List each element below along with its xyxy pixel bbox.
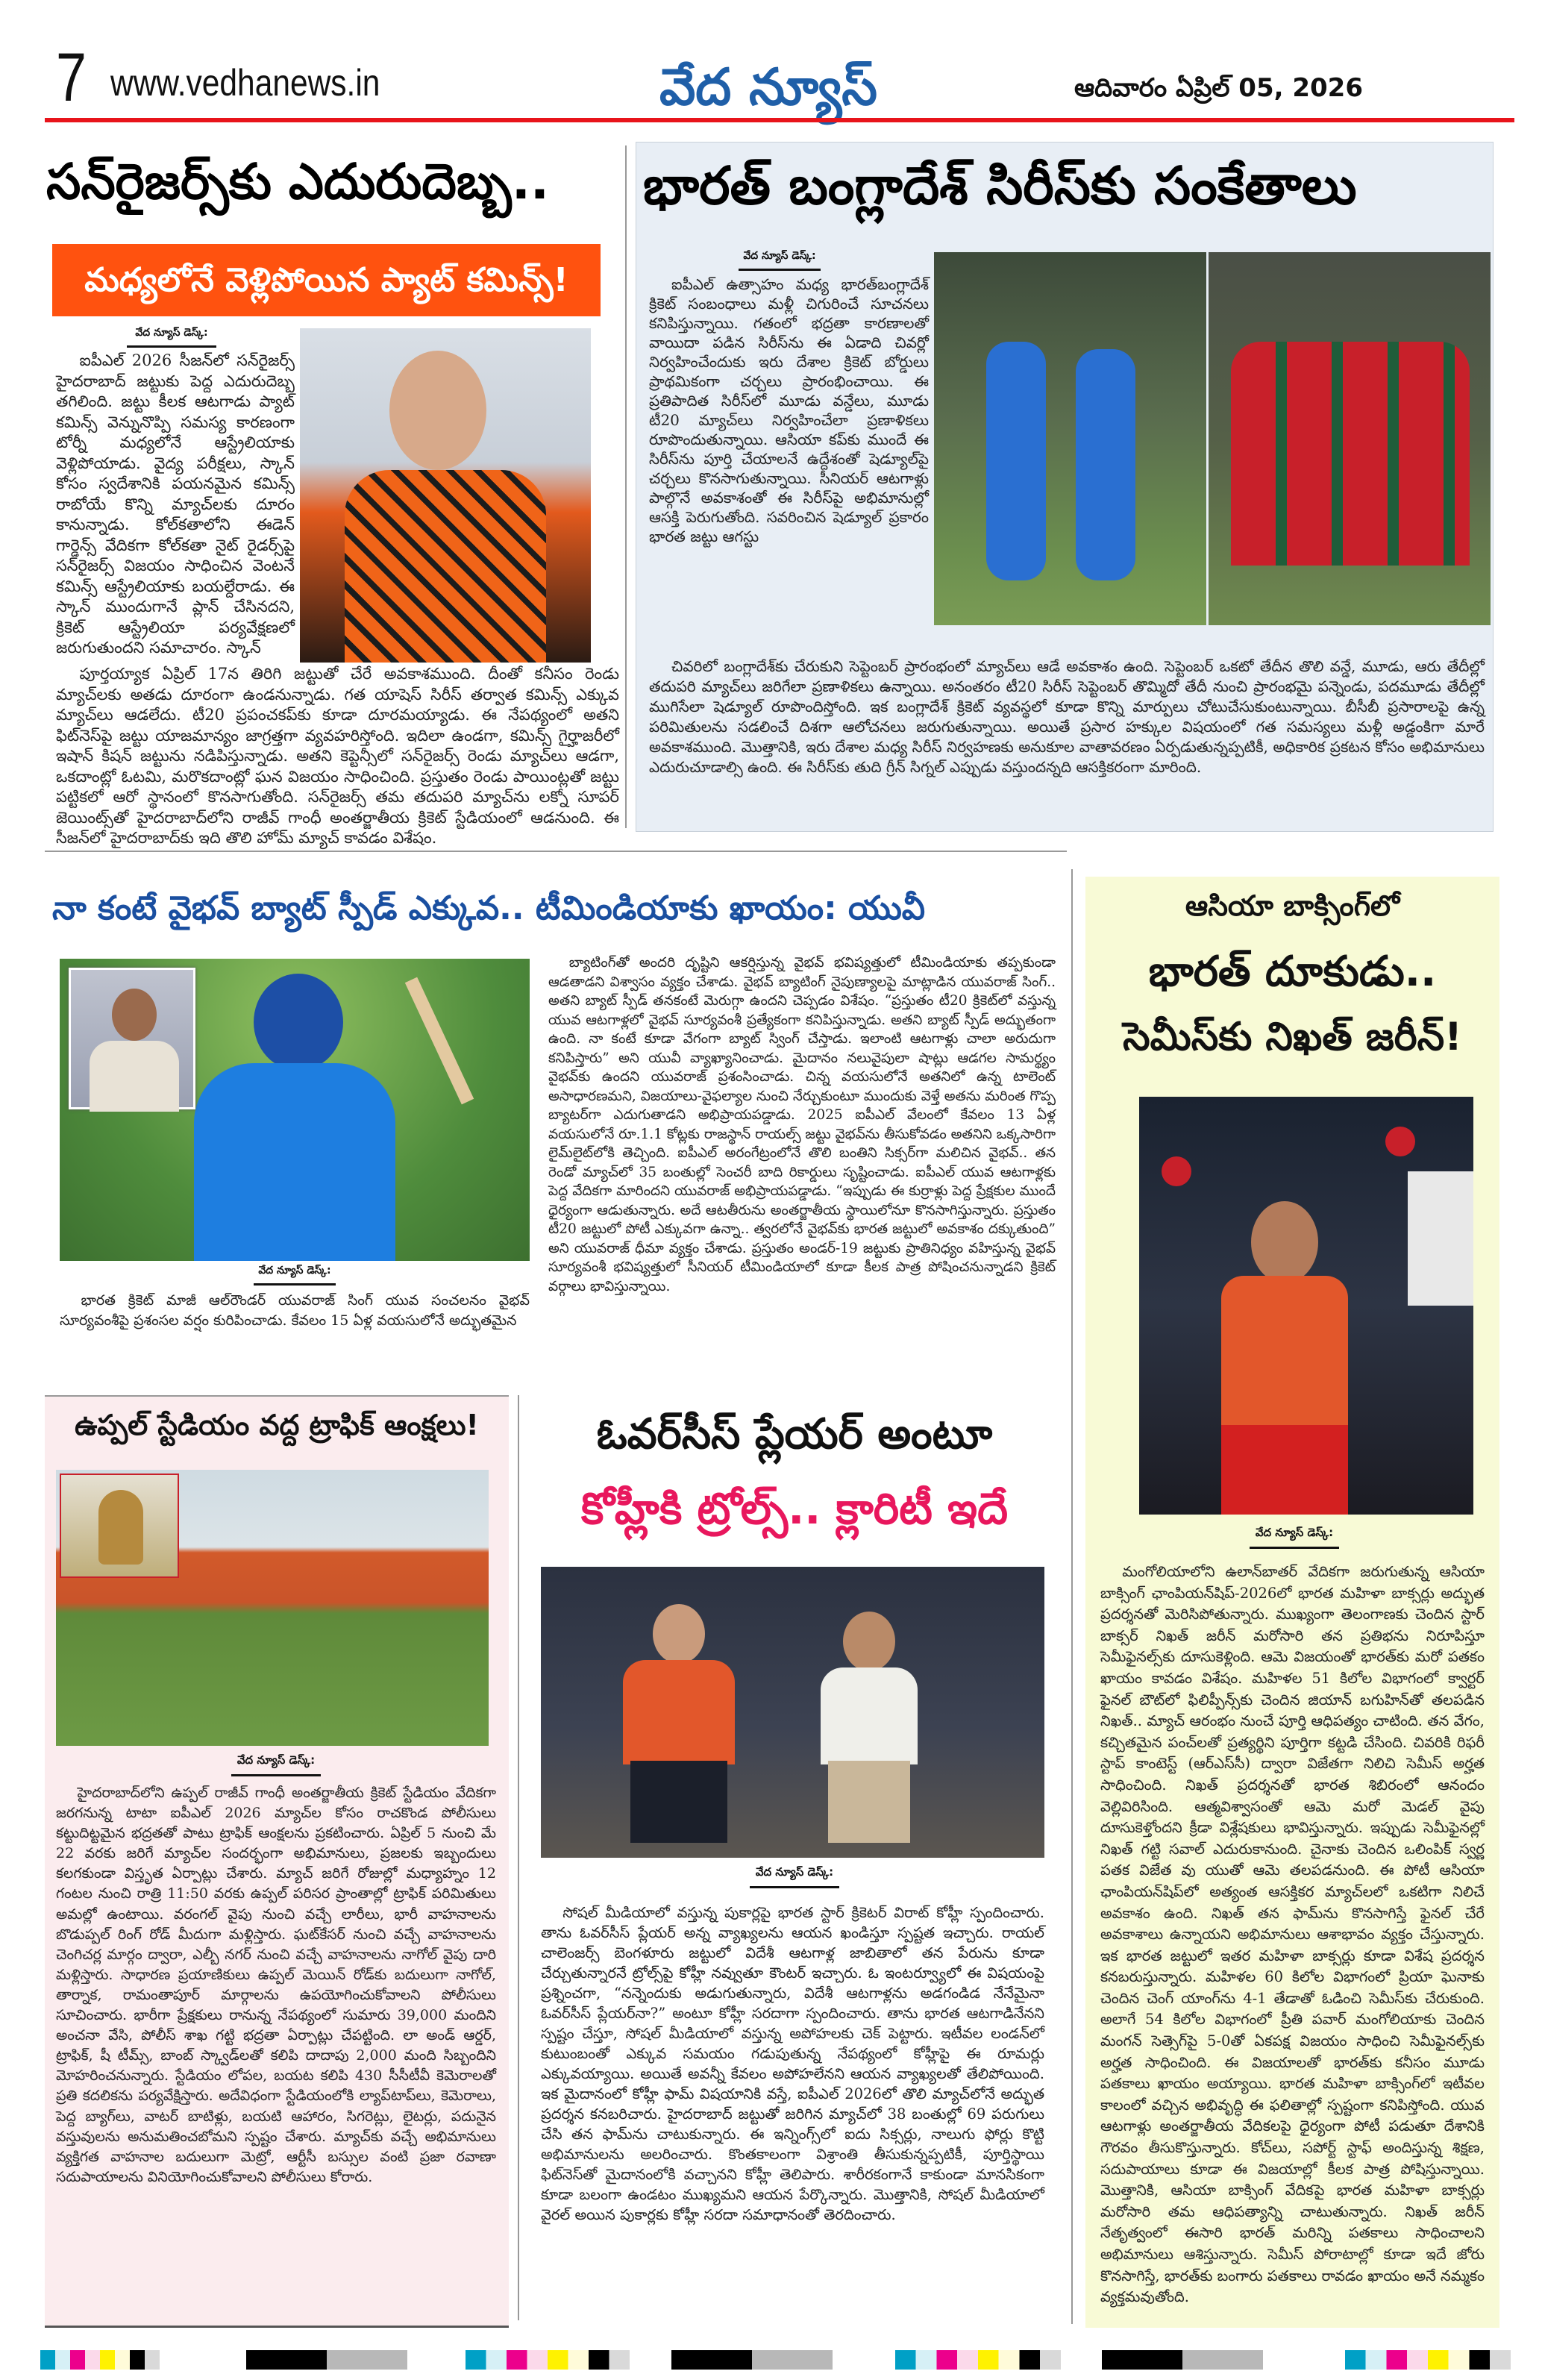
kohli-interview-photo <box>541 1567 1044 1858</box>
boxing-kicker: ఆసియా బాక్సింగ్‌లో <box>1185 889 1400 922</box>
kohli-headline-line1: ఓవర్‌సీస్ ప్లేయర్ అంటూ <box>596 1410 993 1459</box>
yuvraj-inset-photo <box>69 968 195 1109</box>
masthead-rule <box>45 118 1514 122</box>
section-divider <box>45 851 1067 852</box>
sunrisers-subheadline: మధ్యలోనే వెళ్లిపోయిన ప్యాట్ కమిన్స్! <box>52 244 601 316</box>
column-divider <box>1071 869 1073 2324</box>
vaibhav-suryavanshi-photo <box>60 959 530 1261</box>
boxing-headline-line1: భారత్ దూకుడు.. <box>1148 948 1437 996</box>
uppal-stadium-photo <box>56 1470 489 1746</box>
uppal-headline: ఉప్పల్ స్టేడియం వద్ద ట్రాఫిక్ ఆంక్షలు! <box>75 1409 479 1441</box>
website-url[interactable]: www.vedhanews.in <box>110 62 380 104</box>
desk-label: వేద న్యూస్ డెస్క్: <box>739 250 821 271</box>
nikhat-zareen-photo <box>1139 1097 1473 1515</box>
sunrisers-body-column: ఐపీఎల్ 2026 సీజన్‌లో సన్‌రైజర్స్ హైదరాబాద్ జట్టుకు పెద్ద ఎదురుదెబ్బ తగిలింది. జట్టు కీలక ఆటగాడు ప్యాట్ కమిన్స్ వెన్నునొప్పి సమస్య కారణంగా టోర్నీ మధ్యలోనే ఆస్ట్రేలియాకు వెళ్లిపోయాడు. వైద్య పరీక్షలు, స్కాన్ కోసం స్వదేశానికి పయనమైన కమిన్స్ రాబోయే కొన్ని మ్యాచ్‌లకు దూరం కానున్నాడు. కోల్‌కతాలోని ఈడెన్ గార్డెన్స్ వేదికగా కోల్‌కతా నైట్ రైడర్స్‌పై సన్‌రైజర్స్ విజయం సాధించిన వెంటనే కమిన్స్ ఆస్ట్రేలియాకు బయల్దేరాడు. ఈ స్కాన్ ముందుగానే ప్లాన్ చేసినదని, క్రికెట్ ఆస్ట్రేలియా పర్యవేక్షణలో జరుగుతుందని సమాచారం. స్కాన్ <box>56 351 295 657</box>
bangladesh-players-photo <box>1209 252 1491 625</box>
newspaper-logo: వేద న్యూస్ <box>659 58 878 117</box>
yuvi-headline: నా కంటే వైభవ్ బ్యాట్ స్పీడ్ ఎక్కువ.. టీమిండియాకు ఖాయం: యువీ <box>52 889 926 927</box>
ipl-trophy-inset <box>60 1474 179 1578</box>
bangladesh-body-column: ఐపీఎల్ ఉత్సాహం మధ్య భారత్‌బంగ్లాదేశ్ క్రికెట్ సంబంధాలు మళ్లీ చిగురించే సూచనలు కనిపిస్తున్నాయి. గతంలో భద్రతా కారణాలతో వాయిదా పడిన సిరీస్‌ను ఈ ఏడాది చివర్లో నిర్వహించేందుకు ఇరు దేశాల క్రికెట్ బోర్డులు ప్రాథమికంగా చర్చలు ప్రారంభించాయి. ఈ ప్రతిపాదిత సిరీస్‌లో మూడు వన్డేలు, మూడు టీ20 మ్యాచ్‌లు నిర్వహించేలా ప్రణాళికలు రూపొందుతున్నాయి. ఆసియా కప్‌కు ముందే ఈ సిరీస్‌ను పూర్తి చేయాలనే ఉద్దేశంతో షెడ్యూల్‌పై చర్చలు కొనసాగుతున్నాయి. సీనియర్ ఆటగాళ్లు పాల్గొనే అవకాశంతో ఈ సిరీస్‌పై అభిమానుల్లో ఆసక్తి పెరుగుతోంది. సవరించిన షెడ్యూల్ ప్రకారం భారత జట్టు ఆగస్టు <box>649 275 929 545</box>
sunrisers-body-full: పూర్తయ్యాక ఏప్రిల్ 17న తిరిగి జట్టుతో చేరే అవకాశముంది. దీంతో కనీసం రెండు మ్యాచ్‌లకు అతడు దూరంగా ఉండనున్నాడు. గత యాషెస్ సిరీస్ తర్వాత కమిన్స్ ఎక్కువ మ్యాచ్‌లు ఆడలేదు. టీ20 ప్రపంచకప్‌కు కూడా దూరమయ్యాడు. ఈ నేపథ్యంలో అతని ఫిట్‌నెస్‌పై జట్టు యాజమాన్యం జాగ్రత్తగా వ్యవహరిస్తోంది. ఇదిలా ఉండగా, కమిన్స్ గైర్హాజరీలో ఇషాన్ కిషన్ జట్టును నడిపిస్తున్నాడు. అతని కెప్టెన్సీలో సన్‌రైజర్స్ రెండు మ్యాచ్‌లు ఆడగా, ఒకదాంట్లో ఓటమి, మరొకదాంట్లో ఘన విజయం సాధించింది. ప్రస్తుతం రెండు పాయింట్లతో జట్టు పట్టికలో ఆరో స్థానంలో కొనసాగుతోంది. సన్‌రైజర్స్ తమ తదుపరి మ్యాచ్‌ను లక్నో సూపర్ జెయింట్స్‌తో హైదరాబాద్‌లోని రాజీవ్ గాంధీ అంతర్జాతీయ క్రికెట్ స్టేడియంలో ఆడనుంది. ఈ సీజన్‌లో హైదరాబాద్‌కు ఇది తొలి హోమ్ మ్యాచ్ కావడం విశేషం. <box>56 665 619 847</box>
boxing-body: మంగోలియాలోని ఉలాన్‌బాతర్ వేదికగా జరుగుతున్న ఆసియా బాక్సింగ్ ఛాంపియన్‌షిప్-2026లో భారత మహిళా బాక్సర్లు అద్భుత ప్రదర్శనతో మెరిసిపోతున్నారు. ముఖ్యంగా తెలంగాణకు చెందిన స్టార్ బాక్సర్ నిఖత్ జరీన్ మరోసారి తన ప్రతిభను నిరూపిస్తూ సెమీఫైనల్స్‌కు దూసుకెళ్లింది. ఆమె విజయంతో భారత్‌కు మరో పతకం ఖాయం కావడం విశేషం. మహిళల 51 కిలోల విభాగంలో క్వార్టర్ ఫైనల్ బౌట్‌లో ఫిలిప్పీన్స్‌కు చెందిన జియాన్ బగుహిన్‌తో తలపడిన నిఖత్.. మ్యాచ్ ఆరంభం నుంచే పూర్తి ఆధిపత్యం చాటింది. తన వేగం, కచ్చితమైన పంచ్‌లతో ప్రత్యర్థిని పూర్తిగా కట్టడి చేసింది. చివరికి రిఫరీ స్టాప్ కాంటెస్ట్ (ఆర్ఎస్‌సీ) ద్వారా విజేతగా నిలిచి సెమీస్ అర్హత సాధించింది. నిఖత్ ప్రదర్శనతో భారత శిబిరంలో ఆనందం వెల్లివిరిసింది. ఆత్మవిశ్వాసంతో ఆమె మరో మెడల్ వైపు దూసుకెళ్తోందని క్రీడా విశ్లేషకులు భావిస్తున్నారు. ఇప్పుడు సెమీఫైనల్లో నిఖత్ గట్టి సవాల్ ఎదురుకానుంది. చైనాకు చెందిన ఒలింపిక్ స్వర్ణ పతక విజేత వు యుతో ఆమె తలపడనుంది. ఈ పోటీ ఆసియా ఛాంపియన్‌షిప్‌లో అత్యంత ఆసక్తికర మ్యాచ్‌లలో ఒకటిగా నిలిచే అవకాశం ఉంది. నిఖత్ తన ఫామ్‌ను కొనసాగిస్తే ఫైనల్ చేరే అవకాశాలు ఉన్నాయని అభిమానులు ఆశాభావం వ్యక్తం చేస్తున్నారు. ఇక భారత జట్టులో ఇతర మహిళా బాక్సర్లు కూడా విశేష ప్రదర్శన కనబరుస్తున్నారు. మహిళల 60 కిలోల విభాగంలో ప్రియా ఘెనాకు చెందిన చెంగ్ యాంగ్‌ను 4-1 తేడాతో ఓడించి సెమీస్‌కు చేరుకుంది. అలాగే 54 కిలోల విభాగంలో ప్రీతి పవార్ మంగోలియాకు చెందిన మంగన్ సెత్సెగ్‌పై 5-0తో ఏకపక్ష విజయం సాధించి సెమీఫైనల్స్‌కు అర్హత సాధించింది. ఈ విజయాలతో భారత్‌కు కనీసం మూడు పతకాలు ఖాయం అయ్యాయి. భారత మహిళా బాక్సింగ్‌లో ఇటీవల కాలంలో వచ్చిన అభివృద్ధి ఈ ఫలితాల్లో స్పష్టంగా కనిపిస్తోంది. యువ ఆటగాళ్లు అంతర్జాతీయ వేదికలపై ధైర్యంగా పోటీ పడుతూ దేశానికి గౌరవం తీసుకొస్తున్నారు. కోచ్‌లు, సపోర్ట్ స్టాఫ్ అందిస్తున్న శిక్షణ, సదుపాయాలు కూడా ఈ విజయాల్లో కీలక పాత్ర పోషిస్తున్నాయి. మొత్తానికి, ఆసియా బాక్సింగ్ వేదికపై భారత మహిళా బాక్సర్లు మరోసారి తమ ఆధిపత్యాన్ని చాటుతున్నారు. నిఖత్ జరీన్ నేతృత్వంలో ఈసారి భారత్ మరిన్ని పతకాలు సాధించాలని అభిమానులు ఆశిస్తున్నారు. సెమీస్ పోరాటాల్లో కూడా ఇదే జోరు కొనసాగిస్తే, భారత్‌కు బంగారు పతకాలు రావడం ఖాయం అనే నమ్మకం వ్యక్తమవుతోంది. <box>1100 1563 1485 2306</box>
boxing-headline-line2: సెమీస్‌కు నిఖత్ జరీన్! <box>1123 1015 1462 1059</box>
column-divider <box>625 145 627 828</box>
desk-label: వేద న్యూస్ డెస్క్: <box>1250 1526 1339 1549</box>
pat-cummins-photo <box>300 328 591 663</box>
issue-date: ఆదివారం ఏప్రిల్ 05, 2026 <box>1074 73 1363 103</box>
sunrisers-headline: సన్‌రైజర్స్‌కు ఎదురుదెబ్బ.. <box>46 153 549 210</box>
bangladesh-body-full: చివరిలో బంగ్లాదేశ్‌కు చేరుకుని సెప్టెంబర్ ప్రారంభంలో మ్యాచ్‌లు ఆడే అవకాశం ఉంది. సెప్టెంబర్ ఒకటో తేదీన తొలి వన్డే, మూడు, ఆరు తేదీల్లో తదుపరి మ్యాచ్‌లు జరిగేలా ప్రణాళికలు ఉన్నాయి. అనంతరం టీ20 సిరీస్ సెప్టెంబర్ తొమ్మిదో తేదీ నుంచి ప్రారంభమై పన్నెండు, పదమూడు తేదీల్లో ముగిసేలా షెడ్యూల్ రూపొందిస్తోంది. ఇక బంగ్లాదేశ్ క్రికెట్ వ్యవస్థలో కూడా కొన్ని మార్పులు చోటుచేసుకుంటున్నాయి. బీసీబీ ప్రసారాలపై ఉన్న పరిమితులను సడలించే దిశగా ఆలోచనలు జరుగుతున్నాయి. అయితే ప్రసార హక్కుల విషయంలో గత సమస్యలు మళ్లీ అడ్డంకిగా మారే అవకాశముంది. మొత్తానికి, ఇరు దేశాల మధ్య సిరీస్ నిర్వహణకు అనుకూల వాతావరణం ఏర్పడుతున్నప్పటికీ, అధికారిక ప్రకటన కోసం అభిమానులు ఎదురుచూడాల్సి ఉంది. ఈ సిరీస్‌కు తుది గ్రీన్ సిగ్నల్ ఎప్పుడు వస్తుందన్నది ఆసక్తికరంగా మారింది. <box>649 657 1485 776</box>
desk-label: వేద న్యూస్ డెస్క్: <box>127 327 216 348</box>
uppal-body: హైదరాబాద్‌లోని ఉప్పల్ రాజీవ్ గాంధీ అంతర్జాతీయ క్రికెట్ స్టేడియం వేదికగా జరగనున్న టాటా ఐపీఎల్ 2026 మ్యాచ్‌ల కోసం రాచకొండ పోలీసులు కట్టుదిట్టమైన భద్రతతో పాటు ట్రాఫిక్ ఆంక్షలను ప్రకటించారు. ఏప్రిల్ 5 నుంచి మే 22 వరకు జరిగే మ్యాచ్‌ల సందర్భంగా అభిమానులు, ప్రజలకు ఇబ్బందులు కలగకుండా విస్తృత ఏర్పాట్లు చేశారు. మ్యాచ్ జరిగే రోజుల్లో మధ్యాహ్నం 12 గంటల నుంచి రాత్రి 11:50 వరకు ఉప్పల్ పరిసర ప్రాంతాల్లో ట్రాఫిక్ పరిమితులు అమల్లో ఉంటాయి. వరంగల్ వైపు నుంచి వచ్చే లారీలు, భారీ వాహనాలను బొడుప్పల్ రింగ్ రోడ్ మీదుగా మళ్లిస్తారు. ఘట్‌కేసర్ నుంచి వచ్చే వాహనాలను చెంగిచర్ల మార్గం ద్వారా, ఎల్బీ నగర్ నుంచి వచ్చే వాహనాలను నాగోల్ వైపు దారి మళ్లిస్తారు. సాధారణ ప్రయాణికులు ఉప్పల్ మెయిన్ రోడ్‌కు బదులుగా నాగోల్, తార్నాక, రామంతాపూర్ మార్గాలను ఉపయోగించుకోవాలని పోలీసులు సూచించారు. భారీగా ప్రేక్షకులు రానున్న నేపథ్యంలో సుమారు 39,000 మందిని అంచనా వేసి, పోలీస్ శాఖ గట్టి భద్రతా ఏర్పాట్లు చేపట్టింది. లా అండ్ ఆర్డర్, ట్రాఫిక్, షీ టీమ్స్, బాంబ్ స్క్వాడ్‌లతో కలిపి దాదాపు 2,000 మంది సిబ్బందిని మోహరించనున్నారు. స్టేడియం లోపల, బయట కలిపి 430 సీసీటీవీ కెమెరాలతో ప్రతి కదలికను పర్యవేక్షిస్తారు. అదేవిధంగా స్టేడియంలోకి ల్యాప్‌టాప్‌లు, కెమెరాలు, పెద్ద బ్యాగ్‌లు, వాటర్ బాటిళ్లు, బయటి ఆహారం, సిగరెట్లు, లైటర్లు, పదునైన వస్తువులను అనుమతించబోమని స్పష్టం చేశారు. మ్యాచ్‌కు వచ్చే అభిమానులు వ్యక్తిగత వాహనాల బదులుగా మెట్రో, ఆర్టీసీ బస్సుల వంటి ప్రజా రవాణా సదుపాయాలను వినియోగించుకోవాలని పోలీసులు కోరారు. <box>56 1785 496 2185</box>
desk-label: వేద న్యూస్ డెస్క్: <box>750 1865 839 1888</box>
desk-label: వేద న్యూస్ డెస్క్: <box>231 1753 321 1776</box>
yuvi-body-column: బ్యాటింగ్‌తో అందరి దృష్టిని ఆకర్షిస్తున్న వైభవ్ భవిష్యత్తులో టీమిండియాకు తప్పకుండా ఆడతాడని విశ్వాసం వ్యక్తం చేశాడు. వైభవ్ బ్యాటింగ్ నైపుణ్యాలపై మాట్లాడిన యువరాజ్ సింగ్.. అతని బ్యాట్ స్పీడ్ తనకంటే మెరుగ్గా ఉందని చెప్పడం విశేషం. “ప్రస్తుతం టీ20 క్రికెట్‌లో వస్తున్న యువ ఆటగాళ్లలో వైభవ్ సూర్యవంశీ ప్రత్యేకంగా కనిపిస్తున్నాడు. అతని బ్యాట్ స్పీడ్ అద్భుతంగా ఉంది. నా కంటే కూడా వేగంగా బ్యాట్ స్వింగ్ చేస్తాడు. ఇలాంటి ఆటగాళ్లు చాలా అరుదుగా కనిపిస్తారు” అని యువీ వ్యాఖ్యానించాడు. మైదానం నలువైపులా షాట్లు ఆడగల సామర్థ్యం వైభవ్‌కు ఉందని యువరాజ్ ప్రశంసించాడు. చిన్న వయసులోనే అతనిలో ఉన్న టాలెంట్ అసాధారణమని, విజయాలు-వైఫల్యాల నుంచి నేర్చుకుంటూ ముందుకు వెళ్తే అతను మరింత గొప్ప బ్యాటర్‌గా ఎదుగుతాడని అభిప్రాయపడ్డాడు. 2025 ఐపీఎల్ వేలంలో కేవలం 13 ఏళ్ల వయసులోనే రూ.1.1 కోట్లకు రాజస్థాన్ రాయల్స్ జట్టు వైభవ్‌ను తీసుకోవడం అతనిని ఒక్కసారిగా లైమ్‌లైట్‌లోకి తెచ్చింది. ఐపీఎల్ అరంగేట్రంలోనే తొలి బంతిని సిక్సర్‌గా మలిచిన వైభవ్.. తన రెండో మ్యాచ్‌లో 35 బంతుల్లో సెంచరీ బాది రికార్డులు సృష్టించాడు. ఐపీఎల్ యువ ఆటగాళ్లకు పెద్ద వేదికగా మారిందని యువరాజ్ అభిప్రాయపడ్డాడు. “ఇప్పుడు ఈ కుర్రాళ్లు పెద్ద ప్రేక్షకుల ముందే ధైర్యంగా ఆడుతున్నారు. అదే ఆటతీరును అంతర్జాతీయ స్థాయిలోనూ కొనసాగిస్తున్నారు. ప్రస్తుతం టీ20 జట్టులో పోటీ ఎక్కువగా ఉన్నా.. త్వరలోనే వైభవ్‌కు భారత జట్టులో అవకాశం దక్కుతుంది” అని యువరాజ్ ధీమా వ్యక్తం చేశాడు. ప్రస్తుతం అండర్-19 జట్టుకు ప్రాతినిధ్యం వహిస్తున్న వైభవ్ సూర్యవంశీ భవిష్యత్తులో సీనియర్ టీమిండియాలో కూడా కీలక పాత్ర పోషించనున్నాడని క్రికెట్ వర్గాలు భావిస్తున్నాయి. <box>548 955 1056 1294</box>
desk-label: వేద న్యూస్ డెస్క్: <box>254 1265 336 1285</box>
kohli-headline-line2: కోహ్లీకి ట్రోల్స్.. క్లారిటీ ఇదే <box>580 1483 1009 1534</box>
page-number: 7 <box>56 40 87 116</box>
india-players-photo <box>934 252 1206 625</box>
bangladesh-headline: భారత్ బంగ్లాదేశ్ సిరీస్‌కు సంకేతాలు <box>643 155 1357 216</box>
kohli-body: సోషల్ మీడియాలో వస్తున్న పుకార్లపై భారత స్టార్ క్రికెటర్ విరాట్ కోహ్లీ స్పందించారు. తాను ఓవర్‌సీస్ ప్లేయర్ అన్న వ్యాఖ్యలను ఆయన ఖండిస్తూ స్పష్టత ఇచ్చారు. రాయల్ చాలెంజర్స్ బెంగళూరు జట్టులో విదేశీ ఆటగాళ్ల జాబితాలో తన పేరును కూడా చేర్చుతున్నారనే ట్రోల్స్‌పై కోహ్లీ నవ్వుతూ కౌంటర్ ఇచ్చారు. ఓ ఇంటర్వ్యూలో ఈ విషయంపై ప్రశ్నించగా, “నన్నెందుకు అడుగుతున్నారు, విదేశీ ఆటగాళ్లను అడగండిడ నేనేమైనా ఓవర్‌సీస్ ప్లేయర్‌నా?” అంటూ కోహ్లీ సరదాగా స్పందించారు. తాను భారత ఆటగాడినేనని స్పష్టం చేస్తూ, సోషల్ మీడియాలో వస్తున్న అపోహలకు చెక్ పెట్టారు. ఇటీవల లండన్‌లో కుటుంబంతో ఎక్కువ సమయం గడుపుతున్న నేపథ్యంలో కోహ్లీపై ఈ రూమర్లు ఎక్కువయ్యాయి. అయితే అవన్నీ కేవలం అపోహలేనని ఆయన వ్యాఖ్యలతో తేలిపోయింది. ఇక మైదానంలో కోహ్లీ ఫామ్ విషయానికి వస్తే, ఐపీఎల్ 2026లో తొలి మ్యాచ్‌లోనే అద్భుత ప్రదర్శన కనబరిచారు. హైదరాబాద్ జట్టుతో జరిగిన మ్యాచ్‌లో 38 బంతుల్లో 69 పరుగులు చేసి తన ఫామ్‌ను చాటుకున్నారు. ఈ ఇన్నింగ్స్‌లో ఐదు సిక్సర్లు, నాలుగు ఫోర్లు కొట్టి అభిమానులను అలరించారు. కొంతకాలంగా విశ్రాంతి తీసుకున్నప్పటికీ, పూర్తిస్థాయి ఫిట్‌నెస్‌తో మైదానంలోకి వచ్చానని కోహ్లీ తెలిపారు. శారీరకంగానే కాకుండా మానసికంగా కూడా బలంగా ఉండటం ముఖ్యమని ఆయన పేర్కొన్నారు. మొత్తానికి, సోషల్ మీడియాలో వైరల్ అయిన పుకార్లకు కోహ్లీ సరదా సమాధానంతో తెరదించారు. <box>541 1904 1044 2223</box>
column-divider <box>518 1395 519 2320</box>
yuvi-caption-text: భారత క్రికెట్ మాజీ ఆల్‌రౌండర్ యువరాజ్ సింగ్ యువ సంచలనం వైభవ్ సూర్యవంశీపై ప్రశంసల వర్షం కురిపించాడు. కేవలం 15 ఏళ్ల వయసులోనే అద్భుతమైన <box>60 1292 530 1329</box>
